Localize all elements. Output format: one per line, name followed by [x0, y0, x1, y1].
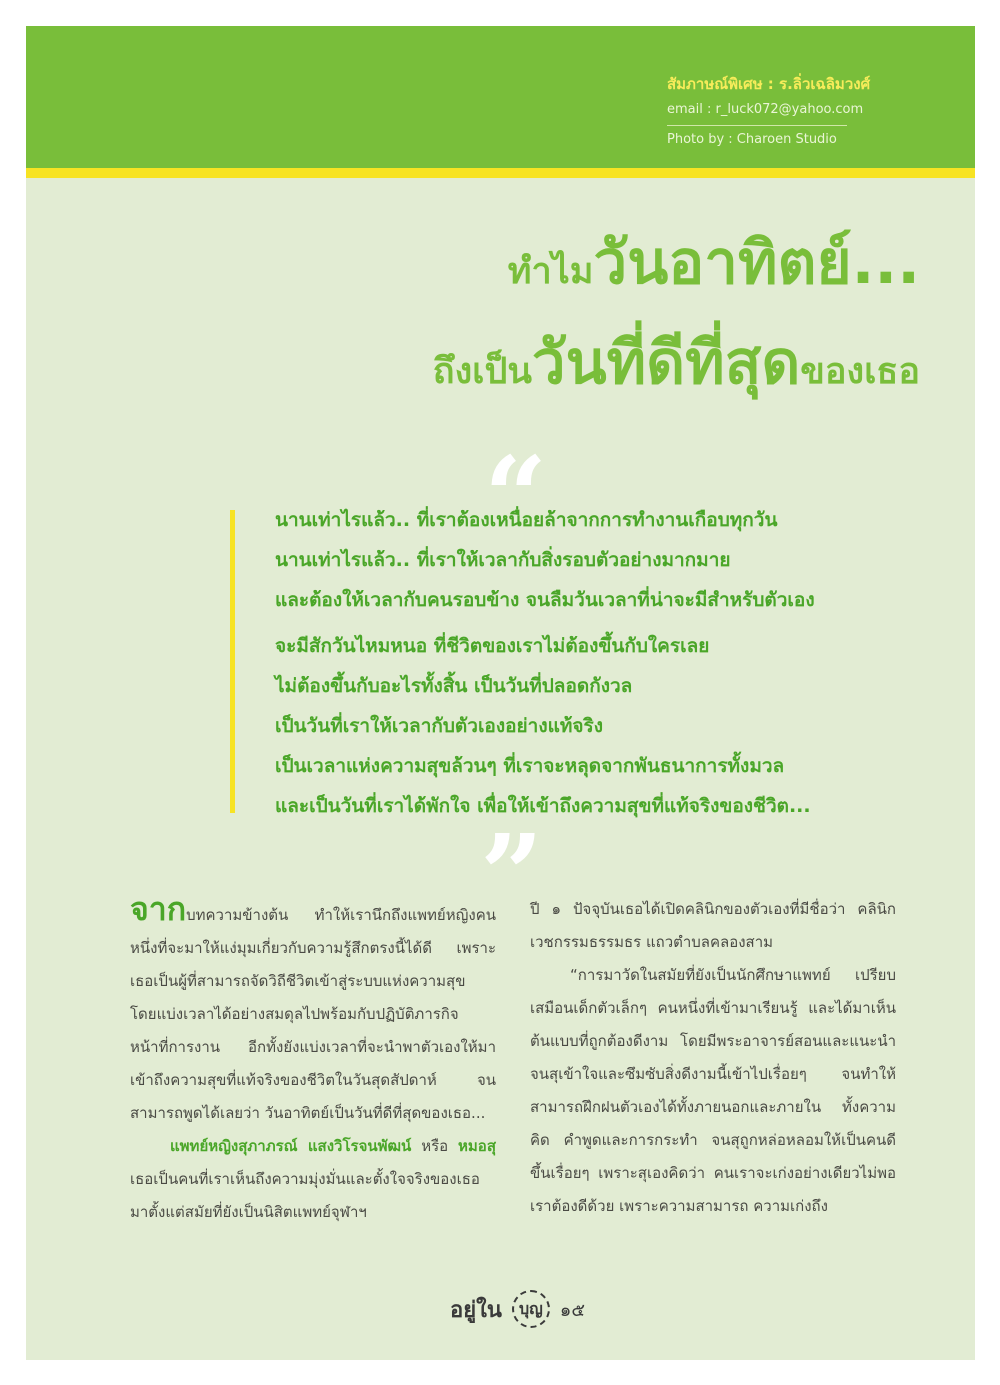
open-quote-mark: “: [484, 432, 548, 561]
pull-quote: [275, 500, 915, 826]
body-paragraph: [130, 1130, 496, 1229]
doctor-name: แพทย์หญิงสุภาภรณ์ แสงวิโรจนพัฒน์: [170, 1137, 412, 1155]
quote-line: ไม่ต้องขึ้นกับอะไรทั้งสิ้น เป็นวันที่ปลอดกังวล: [275, 675, 633, 697]
photo-credit: Photo by : Charoen Studio: [667, 132, 837, 147]
doctor-nickname: หมอสุ: [458, 1137, 496, 1155]
close-quote-mark: ”: [480, 810, 544, 939]
title-big-text: วันที่ดีที่สุด: [531, 328, 801, 398]
credit-divider: [667, 125, 847, 126]
quote-bar: [230, 510, 235, 813]
paragraph-text: บทความข้างต้น ทำให้เรานึกถึงแพทย์หญิงคนหนึ่งที่จะมาให้แง่มุมเกี่ยวกับความรู้สึกตรงนี้ได้ดี เพราะเธอเป็นผู้ที่สามารถจัดวิถีชีวิตเข้าสู่ระบบแห่งความสุข โดยแบ่งเวลาได้อย่างสมดุลไปพร้อมกับปฏิบัติภารกิจหน้าที่การงาน อีกทั้งยังแบ่งเวลาที่จะนำพาตัวเองให้มาเข้าถึงความสุขที่แท้จริงของชีวิตในวันสุดสัปดาห์ จนสามารถพูดได้เลยว่า วันอาทิตย์เป็นวันที่ดีที่สุดของเธอ...: [130, 906, 496, 1122]
quote-line: และต้องให้เวลากับคนรอบข้าง จนลืมวันเวลาที่น่าจะมีสำหรับตัวเอง: [275, 589, 815, 611]
body-paragraph: ปี ๑ ปัจจุบันเธอได้เปิดคลินิกของตัวเองที่มีชื่อว่า คลินิกเวชกรรมธรรมธร แถวตำบลคลองสาม: [530, 900, 896, 951]
magazine-logo-text: อยู่ใน: [450, 1296, 502, 1323]
title-small-text: ทำไม: [507, 251, 594, 292]
logo-circle-text: บุญ: [518, 1298, 543, 1318]
credit-block: [667, 74, 897, 150]
magazine-logo-icon: [512, 1290, 550, 1328]
title-small-text: ของเธอ: [800, 351, 920, 392]
title-big-text: วันอาทิตย์...: [593, 228, 920, 298]
email-credit: email : r_luck072@yahoo.com: [667, 102, 864, 117]
paragraph-text: เธอเป็นคนที่เราเห็นถึงความมุ่งมั่นและตั้งใจจริงของเธอ มาตั้งแต่สมัยที่ยังเป็นนิสิตแพทย์จุฬาฯ: [130, 1170, 480, 1221]
quote-line: นานเท่าไรแล้ว.. ที่เราต้องเหนื่อยล้าจากการทำงานเกือบทุกวัน: [275, 509, 778, 531]
header-stripe: [26, 168, 975, 178]
drop-cap: จาก: [130, 890, 187, 928]
interview-credit: สัมภาษณ์พิเศษ : ร.ลิ่วเฉลิมวงศ์: [667, 75, 871, 93]
title-small-text: ถึงเป็น: [432, 351, 532, 392]
quote-line: เป็นวันที่เราให้เวลากับตัวเองอย่างแท้จริง: [275, 715, 604, 737]
page-footer: [450, 1290, 585, 1328]
body-column-right: [530, 893, 896, 1223]
body-paragraph: [130, 890, 496, 1130]
quote-line: และเป็นวันที่เราได้พักใจ เพื่อให้เข้าถึงความสุขที่แท้จริงของชีวิต...: [275, 795, 811, 817]
body-paragraph: “การมาวัดในสมัยที่ยังเป็นนักศึกษาแพทย์ เปรียบเสมือนเด็กตัวเล็กๆ คนหนึ่งที่เข้ามาเรียนรู้ และได้มาเห็นต้นแบบที่ถูกต้องดีงาม โดยมีพระอาจารย์สอนและแนะนำจนสุเข้าใจและซึมซับสิ่งดีงามนี้เข้าไปเรื่อยๆ จนทำให้สามารถฝึกฝนตัวเองได้ทั้งภายนอกและภายใน ทั้งความคิด คำพูดและการกระทำ จนสุถูกหล่อหลอมให้เป็นคนดีขึ้นเรื่อยๆ เพราะสุเองคิดว่า คนเราจะเก่งอย่างเดียวไม่พอ เราต้องดีด้วย เพราะความสามารถ ความเก่งถึง: [530, 966, 896, 1215]
quote-line: นานเท่าไรแล้ว.. ที่เราให้เวลากับสิ่งรอบตัวอย่างมากมาย: [275, 549, 731, 571]
quote-line: เป็นเวลาแห่งความสุขล้วนๆ ที่เราจะหลุดจากพันธนาการทั้งมวล: [275, 755, 785, 777]
body-column-left: [130, 890, 496, 1229]
quote-line: จะมีสักวันไหมหนอ ที่ชีวิตของเราไม่ต้องขึ้นกับใครเลย: [275, 635, 710, 657]
page-number: ๑๕: [559, 1299, 585, 1321]
header-band: [26, 26, 975, 168]
title-line-2: [433, 315, 920, 410]
title-line-1: [508, 215, 920, 310]
paragraph-text: หรือ: [411, 1137, 459, 1155]
